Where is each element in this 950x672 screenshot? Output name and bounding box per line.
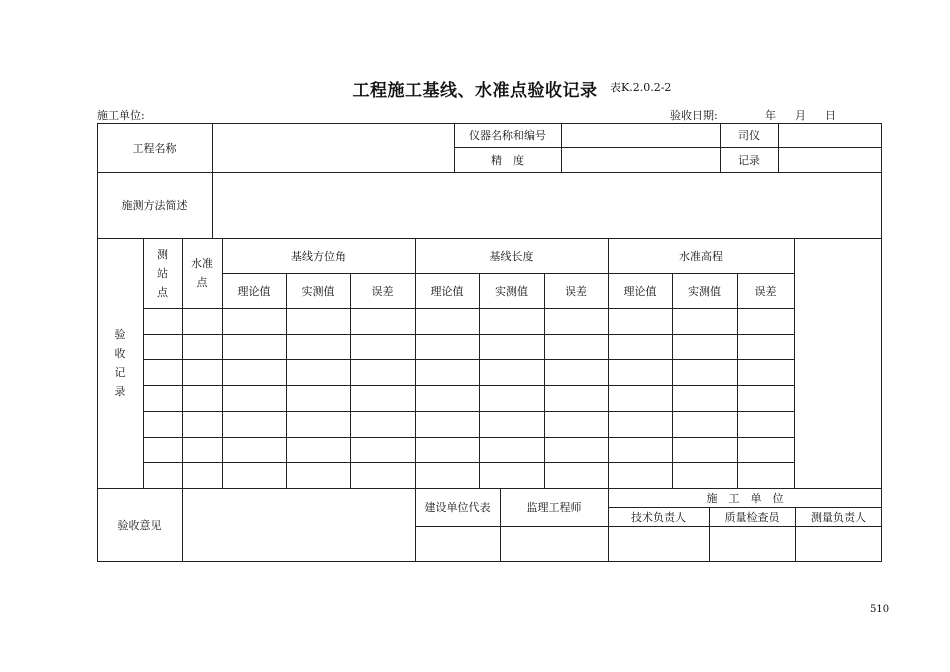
record-cell[interactable] xyxy=(737,334,794,359)
recorder-label: 记录 xyxy=(738,153,760,167)
record-cell[interactable] xyxy=(608,437,672,462)
month-label: 月 xyxy=(795,109,806,122)
record-cell[interactable] xyxy=(544,385,608,411)
record-cell[interactable] xyxy=(182,308,222,334)
theoretical-header: 理论值 xyxy=(430,284,464,298)
recorder-field[interactable] xyxy=(778,147,882,172)
acceptance-date-label: 验收日期: xyxy=(670,109,718,122)
construction-unit-label: 施工单位: xyxy=(97,109,145,122)
measured-header: 实测值 xyxy=(301,284,335,298)
supervisor-signature[interactable] xyxy=(500,526,608,562)
char: 录 xyxy=(114,385,126,398)
acceptance-opinion-label: 验收意见 xyxy=(117,519,162,532)
record-cell[interactable] xyxy=(544,308,608,334)
instrument-field[interactable] xyxy=(561,123,720,147)
record-cell[interactable] xyxy=(672,359,737,385)
record-cell[interactable] xyxy=(222,411,286,437)
record-cell[interactable] xyxy=(479,385,544,411)
record-cell[interactable] xyxy=(222,334,286,359)
record-cell[interactable] xyxy=(415,359,479,385)
record-cell[interactable] xyxy=(415,308,479,334)
theoretical-header: 理论值 xyxy=(237,284,271,298)
construction-unit-header: 施 工 单 位 xyxy=(706,491,784,505)
baseline-length-header: 基线长度 xyxy=(489,249,534,263)
record-cell[interactable] xyxy=(143,385,182,411)
record-cell[interactable] xyxy=(182,411,222,437)
char: 水准 xyxy=(191,257,213,270)
record-cell[interactable] xyxy=(222,359,286,385)
record-cell[interactable] xyxy=(350,359,415,385)
record-cell[interactable] xyxy=(182,359,222,385)
record-cell[interactable] xyxy=(143,411,182,437)
record-cell[interactable] xyxy=(479,334,544,359)
record-cell[interactable] xyxy=(350,411,415,437)
char: 验 xyxy=(114,328,126,341)
project-name-field[interactable] xyxy=(212,123,454,172)
year-label: 年 xyxy=(765,109,776,122)
record-cell[interactable] xyxy=(143,437,182,462)
record-cell[interactable] xyxy=(544,359,608,385)
record-cell[interactable] xyxy=(222,462,286,488)
precision-field[interactable] xyxy=(561,147,720,172)
record-cell[interactable] xyxy=(143,462,182,488)
record-cell[interactable] xyxy=(350,437,415,462)
char: 测 xyxy=(157,247,168,261)
record-cell[interactable] xyxy=(672,334,737,359)
grid-line xyxy=(794,238,795,488)
project-name-label: 工程名称 xyxy=(132,141,177,155)
operator-label: 司仪 xyxy=(738,129,760,142)
char: 记 xyxy=(114,366,126,379)
record-cell[interactable] xyxy=(143,334,182,359)
record-cell[interactable] xyxy=(672,437,737,462)
record-cell[interactable] xyxy=(479,411,544,437)
instrument-label: 仪器名称和编号 xyxy=(469,129,546,142)
record-cell[interactable] xyxy=(415,411,479,437)
record-cell[interactable] xyxy=(286,359,350,385)
record-cell[interactable] xyxy=(182,385,222,411)
record-cell[interactable] xyxy=(222,437,286,462)
survey-lead-label: 测量负责人 xyxy=(811,510,866,524)
record-cell[interactable] xyxy=(737,462,794,488)
record-cell[interactable] xyxy=(286,462,350,488)
record-cell[interactable] xyxy=(672,462,737,488)
record-cell[interactable] xyxy=(479,308,544,334)
record-cell[interactable] xyxy=(544,334,608,359)
record-cell[interactable] xyxy=(415,334,479,359)
record-cell[interactable] xyxy=(222,385,286,411)
method-label: 施测方法简述 xyxy=(121,199,188,212)
record-cell[interactable] xyxy=(544,437,608,462)
record-cell[interactable] xyxy=(737,385,794,411)
record-cell[interactable] xyxy=(182,462,222,488)
owner-rep-label: 建设单位代表 xyxy=(424,501,491,514)
day-label: 日 xyxy=(825,109,836,122)
record-cell[interactable] xyxy=(182,437,222,462)
acceptance-record-label xyxy=(97,238,143,488)
char: 收 xyxy=(114,347,126,360)
method-field[interactable] xyxy=(212,172,882,238)
record-cell[interactable] xyxy=(415,385,479,411)
error-header: 误差 xyxy=(565,284,587,298)
record-cell[interactable] xyxy=(479,462,544,488)
quality-inspector-label: 质量检查员 xyxy=(724,510,780,524)
record-cell[interactable] xyxy=(737,437,794,462)
title-text: 工程施工基线、水准点验收记录 xyxy=(352,81,598,101)
theoretical-header: 理论值 xyxy=(623,284,657,298)
record-cell[interactable] xyxy=(415,462,479,488)
record-cell[interactable] xyxy=(479,437,544,462)
record-cell[interactable] xyxy=(350,462,415,488)
record-cell[interactable] xyxy=(544,411,608,437)
record-cell[interactable] xyxy=(737,308,794,334)
baseline-azimuth-header: 基线方位角 xyxy=(291,249,346,263)
record-cell[interactable] xyxy=(286,385,350,411)
record-cell[interactable] xyxy=(222,308,286,334)
record-cell[interactable] xyxy=(286,411,350,437)
level-elevation-header: 水准高程 xyxy=(679,249,723,263)
record-cell[interactable] xyxy=(672,385,737,411)
station-label xyxy=(143,238,182,308)
record-cell[interactable] xyxy=(182,334,222,359)
tech-lead-signature[interactable] xyxy=(608,526,709,562)
record-cell[interactable] xyxy=(143,308,182,334)
error-header: 误差 xyxy=(754,284,777,298)
record-cell[interactable] xyxy=(608,308,672,334)
record-cell[interactable] xyxy=(608,462,672,488)
precision-label: 精 度 xyxy=(491,153,524,167)
record-cell[interactable] xyxy=(479,359,544,385)
record-cell[interactable] xyxy=(737,359,794,385)
char: 点 xyxy=(196,276,208,289)
survey-lead-signature[interactable] xyxy=(795,526,882,562)
record-cell[interactable] xyxy=(350,308,415,334)
record-cell[interactable] xyxy=(286,334,350,359)
record-cell[interactable] xyxy=(672,308,737,334)
acceptance-opinion-field[interactable] xyxy=(182,488,415,562)
record-cell[interactable] xyxy=(672,411,737,437)
table-code: 表K.2.0.2-2 xyxy=(610,81,672,94)
record-cell[interactable] xyxy=(350,334,415,359)
error-header: 误差 xyxy=(371,284,394,298)
char: 站 xyxy=(157,266,168,280)
record-cell[interactable] xyxy=(608,385,672,411)
record-cell[interactable] xyxy=(544,462,608,488)
benchmark-label xyxy=(182,238,222,308)
record-cell[interactable] xyxy=(415,437,479,462)
measured-header: 实测值 xyxy=(688,284,721,298)
tech-lead-label: 技术负责人 xyxy=(631,510,686,524)
quality-inspector-signature[interactable] xyxy=(709,526,795,562)
record-cell[interactable] xyxy=(286,308,350,334)
supervisor-label: 监理工程师 xyxy=(526,501,582,514)
record-cell[interactable] xyxy=(608,334,672,359)
operator-field[interactable] xyxy=(778,123,882,147)
page-number: 510 xyxy=(870,604,890,615)
record-cell[interactable] xyxy=(608,411,672,437)
record-cell[interactable] xyxy=(350,385,415,411)
owner-rep-signature[interactable] xyxy=(415,526,500,562)
record-cell[interactable] xyxy=(286,437,350,462)
measured-header: 实测值 xyxy=(495,284,528,298)
record-cell[interactable] xyxy=(608,359,672,385)
char: 点 xyxy=(157,285,168,299)
record-cell[interactable] xyxy=(143,359,182,385)
page-title xyxy=(0,76,950,101)
record-cell[interactable] xyxy=(737,411,794,437)
